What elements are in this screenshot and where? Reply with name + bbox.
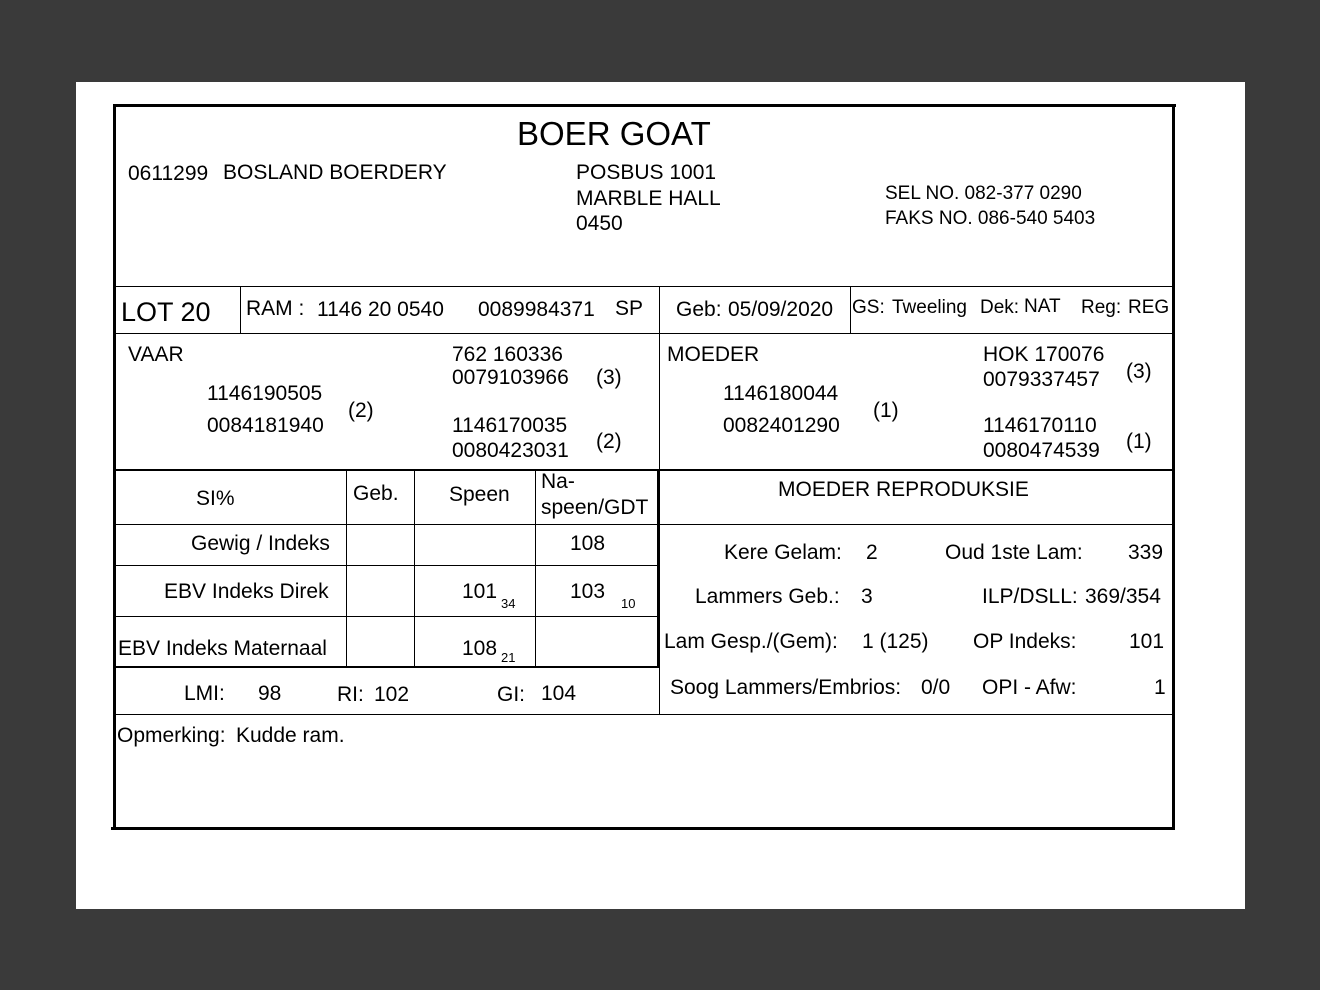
- line-si-col1: [346, 469, 347, 666]
- ri-label: RI:: [337, 683, 364, 706]
- sire-id: 1146190505: [207, 382, 323, 405]
- line-geb-divider: [850, 286, 851, 333]
- si-header-naspeen-2: speen/GDT: [541, 496, 649, 519]
- sire-sire-id: 762 160336: [452, 343, 563, 366]
- si-row-speen: 101: [462, 580, 498, 603]
- birth-date-label: Geb:: [676, 298, 722, 321]
- si-row-label: EBV Indeks Maternaal: [118, 637, 327, 660]
- line-si-col3: [535, 469, 536, 666]
- lmi-value: 98: [258, 682, 282, 705]
- si-header-speen: Speen: [449, 483, 510, 506]
- frame-bottom: [111, 827, 1174, 830]
- address-line-1: POSBUS 1001: [576, 161, 717, 184]
- line-si-col2: [414, 469, 415, 666]
- dam-dam-count: (1): [1126, 430, 1152, 453]
- remark-text: Kudde ram.: [236, 724, 345, 747]
- lammers-geb-value: 3: [861, 585, 873, 608]
- lam-gesp-value: 1 (125): [862, 630, 929, 653]
- opi-label: OPI - Afw:: [982, 676, 1077, 699]
- si-row-naspeen-sub: 10: [621, 596, 636, 611]
- soog-value: 0/0: [921, 676, 951, 699]
- kere-gelam-value: 2: [866, 541, 878, 564]
- si-row-label: EBV Indeks Direk: [164, 580, 329, 603]
- soog-label: Soog Lammers/Embrios:: [670, 676, 902, 699]
- gs-value: Tweeling: [892, 297, 967, 318]
- line-lot-divider: [240, 286, 241, 333]
- sire-dam-reg: 0080423031: [452, 439, 569, 462]
- breeder-name: BOSLAND BOERDERY: [223, 161, 447, 184]
- sire-sire-count: (3): [596, 366, 622, 389]
- birth-date: 05/09/2020: [728, 298, 834, 321]
- reg-label: Reg:: [1081, 297, 1122, 318]
- dek-label: Dek:: [980, 297, 1020, 318]
- dam-dam-reg: 0080474539: [983, 439, 1100, 462]
- ilp-label: ILP/DSLL:: [982, 585, 1078, 608]
- ram-id: 1146 20 0540: [317, 298, 444, 321]
- frame-right: [1172, 104, 1175, 830]
- certificate-title: BOER GOAT: [517, 115, 711, 152]
- op-indeks-label: OP Indeks:: [973, 630, 1077, 653]
- fax-number: FAKS NO. 086-540 5403: [885, 208, 1096, 229]
- si-header-geb: Geb.: [353, 482, 399, 505]
- line-si-table-bottom: [116, 666, 659, 668]
- ri-value: 102: [374, 683, 410, 706]
- gs-label: GS:: [852, 297, 885, 318]
- frame-top: [113, 104, 1176, 107]
- oud-lam-value: 339: [1128, 541, 1164, 564]
- line-si-table-right: [657, 469, 660, 668]
- si-row-speen: 108: [462, 637, 498, 660]
- si-row-label: Gewig / Indeks: [191, 532, 330, 555]
- line-si-row2-bottom: [116, 616, 659, 617]
- si-row-speen-sub: 21: [501, 650, 516, 665]
- si-row-speen-sub: 34: [501, 596, 516, 611]
- si-row-naspeen: 103: [570, 580, 606, 603]
- lot-number: LOT 20: [121, 297, 211, 327]
- dam-dam-id: 1146170110: [983, 414, 1097, 437]
- dam-sire-count: (3): [1126, 360, 1152, 383]
- ram-reg-number: 0089984371: [478, 298, 595, 321]
- ram-class: SP: [615, 297, 644, 320]
- address-line-2: MARBLE HALL: [576, 187, 721, 210]
- opi-value: 1: [1154, 676, 1166, 699]
- dek-value: NAT: [1024, 296, 1061, 317]
- dam-id: 1146180044: [723, 382, 839, 405]
- si-header-label: SI%: [196, 487, 235, 510]
- dam-count: (1): [873, 399, 899, 422]
- op-indeks-value: 101: [1129, 630, 1165, 653]
- frame-left: [113, 104, 116, 830]
- reg-value: REG: [1128, 297, 1170, 318]
- line-lot-bottom: [116, 333, 1172, 334]
- ilp-value: 369/354: [1085, 585, 1161, 608]
- lammers-geb-label: Lammers Geb.:: [695, 585, 840, 608]
- repro-title: MOEDER REPRODUKSIE: [778, 478, 1029, 501]
- line-indices-bottom: [116, 714, 1172, 715]
- address-line-3: 0450: [576, 212, 623, 235]
- sire-count: (2): [348, 399, 374, 422]
- dam-sire-reg: 0079337457: [983, 368, 1100, 391]
- kere-gelam-label: Kere Gelam:: [724, 541, 842, 564]
- lam-gesp-label: Lam Gesp./(Gem):: [664, 630, 838, 653]
- sire-dam-id: 1146170035: [452, 414, 568, 437]
- oud-lam-label: Oud 1ste Lam:: [945, 541, 1083, 564]
- sire-reg: 0084181940: [207, 414, 324, 437]
- si-row-naspeen: 108: [570, 532, 606, 555]
- ram-label: RAM :: [246, 297, 305, 320]
- dam-label: MOEDER: [667, 343, 760, 366]
- gi-value: 104: [541, 682, 577, 705]
- line-pedigree-bottom: [116, 469, 1172, 471]
- remark-label: Opmerking:: [117, 724, 226, 747]
- gi-label: GI:: [497, 683, 526, 706]
- sire-dam-count: (2): [596, 430, 622, 453]
- dam-sire-id: HOK 170076: [983, 343, 1105, 366]
- line-si-row1-bottom: [116, 565, 659, 566]
- dam-reg: 0082401290: [723, 414, 840, 437]
- line-si-header-bottom: [116, 524, 1172, 525]
- breeder-number: 0611299: [128, 162, 209, 185]
- lmi-label: LMI:: [184, 682, 225, 705]
- sire-label: VAAR: [128, 343, 184, 366]
- sire-sire-reg: 0079103966: [452, 366, 569, 389]
- si-header-naspeen-1: Na-: [541, 470, 575, 493]
- line-header-bottom: [116, 286, 1172, 287]
- cell-number: SEL NO. 082-377 0290: [885, 183, 1082, 204]
